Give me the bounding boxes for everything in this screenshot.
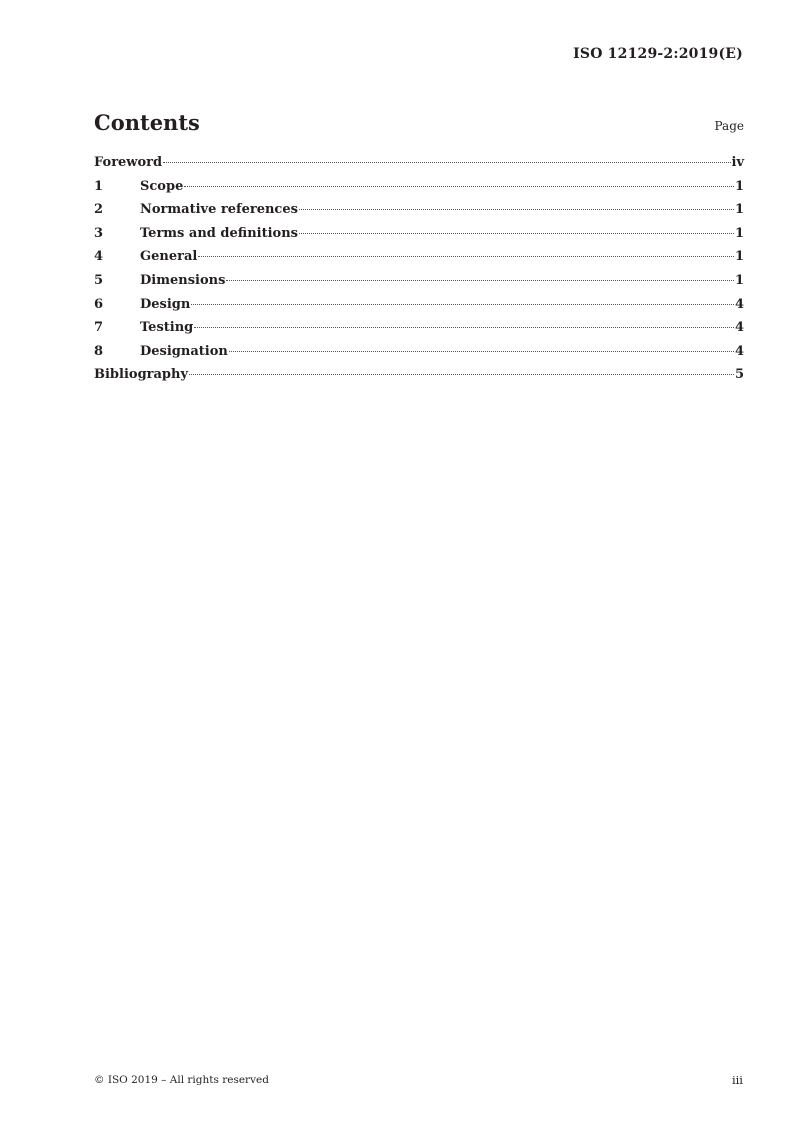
page-number: iii: [731, 1073, 743, 1087]
toc-entry-page[interactable]: iv: [731, 155, 744, 170]
toc-entry-label[interactable]: General: [140, 249, 198, 265]
dot-leader: [229, 351, 734, 352]
toc-entry-page[interactable]: 4: [734, 320, 744, 336]
toc-entry-design[interactable]: [94, 297, 744, 321]
toc-entry-testing[interactable]: [94, 320, 744, 344]
toc-entry-page[interactable]: 5: [734, 367, 744, 383]
toc-entry-number: 3: [94, 225, 104, 241]
dot-leader: [163, 162, 730, 163]
toc-entry-dimensions[interactable]: [94, 273, 744, 297]
dot-leader: [189, 374, 734, 375]
copyright-notice: © ISO 2019 – All rights reserved: [94, 1074, 269, 1086]
toc-entry-label[interactable]: Foreword: [94, 155, 163, 170]
toc-entry-scope[interactable]: [94, 179, 744, 203]
toc-entry-page[interactable]: 4: [734, 343, 744, 359]
toc-entry-label[interactable]: Testing: [140, 320, 194, 336]
page-column-label: Page: [714, 119, 744, 133]
toc-entry-number: 8: [94, 343, 104, 359]
toc-entry-page[interactable]: 4: [734, 296, 744, 312]
toc-entry-number: 5: [94, 272, 104, 288]
toc-entry-label[interactable]: Normative references: [140, 202, 298, 218]
toc-entry-terms-and-definitions[interactable]: [94, 226, 744, 250]
toc-entry-label[interactable]: Dimensions: [140, 272, 226, 288]
toc-entry-label[interactable]: Designation: [140, 343, 228, 359]
dot-leader: [226, 280, 734, 281]
toc-entry-number: 1: [94, 178, 104, 194]
toc-entry-normative-references[interactable]: [94, 202, 744, 226]
toc-entry-page[interactable]: 1: [734, 178, 744, 194]
toc-entry-number: 2: [94, 202, 104, 218]
toc-entry-designation[interactable]: [94, 344, 744, 368]
dot-leader: [198, 256, 734, 257]
toc-entry-label[interactable]: Bibliography: [94, 367, 189, 383]
toc-entry-general[interactable]: [94, 249, 744, 273]
dot-leader: [194, 327, 734, 328]
table-of-contents: [94, 155, 744, 391]
document-id: ISO 12129-2:2019(E): [573, 46, 743, 62]
dot-leader: [299, 209, 734, 210]
toc-entry-number: 6: [94, 296, 104, 312]
toc-entry-page[interactable]: 1: [734, 225, 744, 241]
toc-entry-label[interactable]: Design: [140, 296, 191, 312]
contents-header: [94, 110, 744, 140]
toc-entry-page[interactable]: 1: [734, 272, 744, 288]
toc-entry-number: 4: [94, 249, 104, 265]
dot-leader: [191, 304, 734, 305]
dot-leader: [184, 186, 734, 187]
toc-entry-bibliography[interactable]: [94, 367, 744, 391]
toc-entry-label[interactable]: Scope: [140, 178, 184, 194]
toc-entry-page[interactable]: 1: [734, 202, 744, 218]
toc-entry-number: 7: [94, 320, 104, 336]
dot-leader: [299, 233, 734, 234]
toc-entry-label[interactable]: Terms and definitions: [140, 225, 298, 241]
page-title: Contents: [94, 110, 200, 135]
toc-entry-foreword[interactable]: [94, 155, 744, 179]
toc-entry-page[interactable]: 1: [734, 249, 744, 265]
